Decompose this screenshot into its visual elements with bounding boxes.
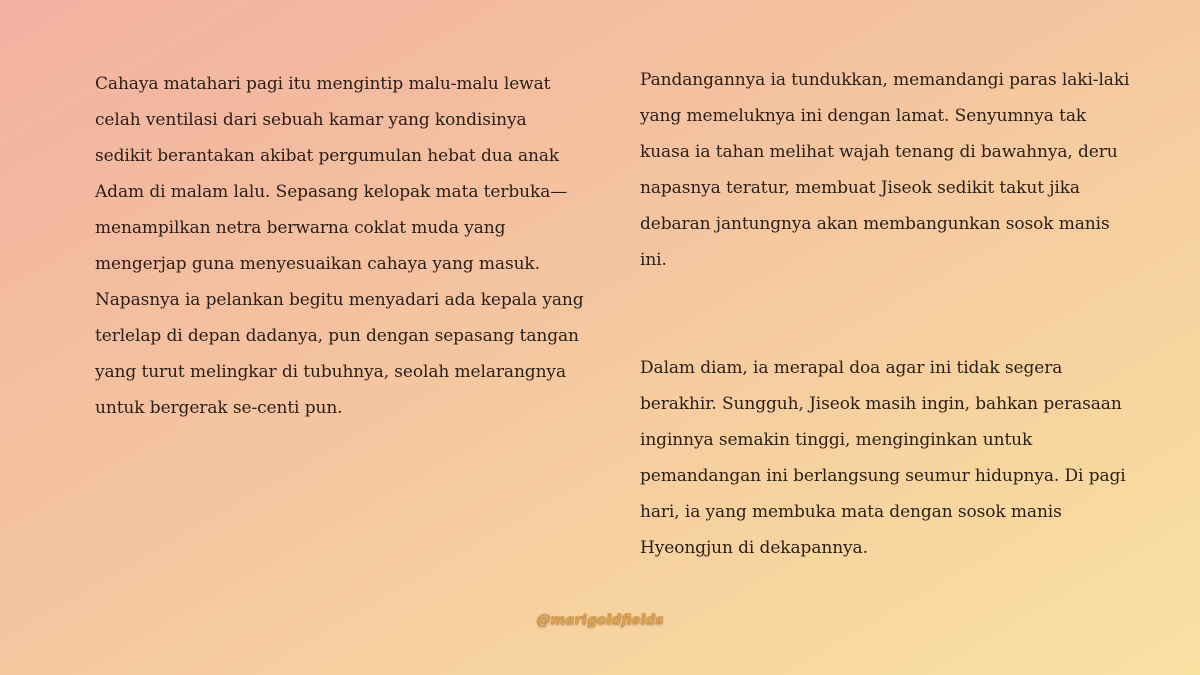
- author-watermark: @marigoldfields: [536, 612, 664, 628]
- right-text-column: [640, 62, 1130, 566]
- right-paragraph-1: Pandangannya ia tundukkan, memandangi paras laki-laki yang memeluknya ini dengan lamat. Senyumnya tak kuasa ia tahan melihat wajah tenang di bawahnya, deru napasnya teratur, membuat Jiseok sedikit takut jika debaran jantungnya akan membangunkan sosok manis ini.: [640, 70, 1130, 270]
- left-paragraph: Cahaya matahari pagi itu mengintip malu-malu lewat celah ventilasi dari sebuah kamar yang kondisinya sedikit berantakan akibat pergumulan hebat dua anak Adam di malam lalu. Sepasang kelopak mata terbuka—menampilkan netra berwarna coklat muda yang mengerjap guna menyesuaikan cahaya yang masuk. Napasnya ia pelankan begitu menyadari ada kepala yang terlelap di depan dadanya, pun dengan sepasang tangan yang turut melingkar di tubuhnya, seolah melarangnya untuk bergerak se-centi pun.: [95, 74, 584, 418]
- paragraph-spacer: [640, 278, 1130, 350]
- left-text-column: [95, 66, 585, 426]
- right-paragraph-2: Dalam diam, ia merapal doa agar ini tidak segera berakhir. Sungguh, Jiseok masih ingin, bahkan perasaan inginnya semakin tinggi, menginginkan untuk pemandangan ini berlangsung seumur hidupnya. Di pagi hari, ia yang membuka mata dengan sosok manis Hyeongjun di dekapannya.: [640, 358, 1126, 558]
